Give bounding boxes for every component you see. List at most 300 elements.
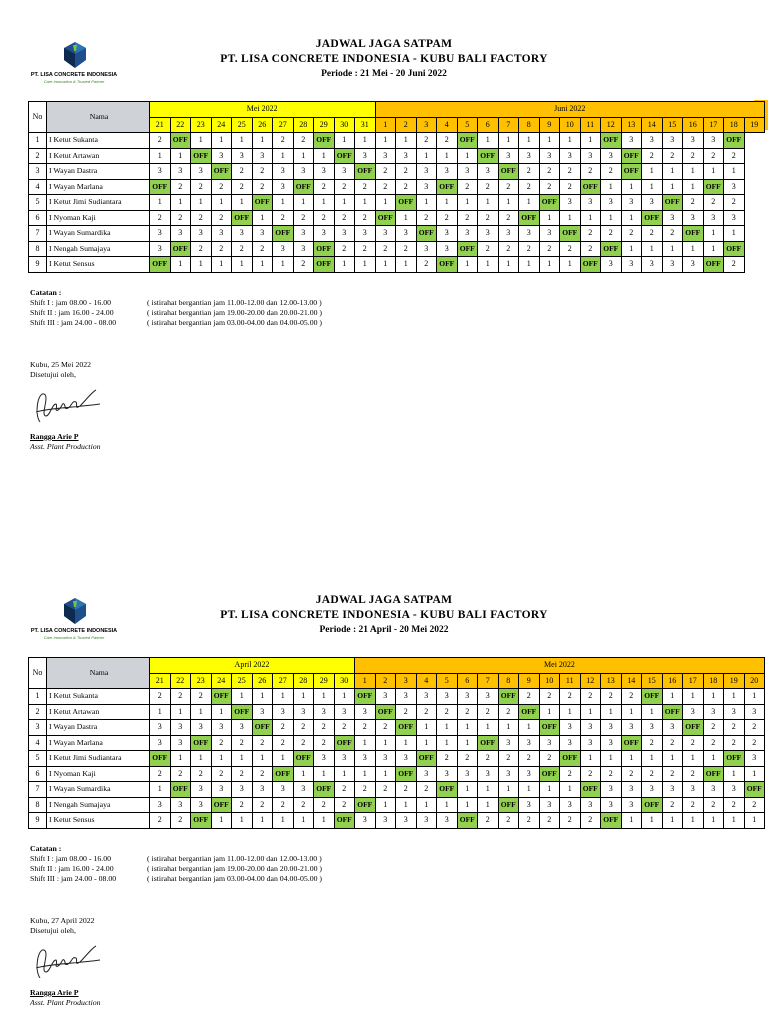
guard-name: I Ketut Sensus <box>47 813 150 829</box>
shift-cell: OFF <box>334 813 355 829</box>
shift-cell: 1 <box>232 751 253 767</box>
shift-cell: 1 <box>355 735 376 751</box>
shift-cell: 3 <box>416 689 437 705</box>
shift-cell: 1 <box>334 766 355 782</box>
shift-cell: 2 <box>601 689 622 705</box>
shift-cell: 3 <box>662 257 683 273</box>
shift-cell: 2 <box>293 735 314 751</box>
shift-cell: 3 <box>642 720 663 736</box>
shift-cell: 1 <box>252 210 273 226</box>
shift-cell: 3 <box>170 797 191 813</box>
shift-cell: OFF <box>314 257 335 273</box>
shift-cell: 3 <box>150 720 171 736</box>
shift-cell: 1 <box>211 257 232 273</box>
shift-cell: 1 <box>150 782 171 798</box>
shift-cell: 2 <box>416 257 437 273</box>
shift-cell: 2 <box>252 766 273 782</box>
shift-cell: 3 <box>519 148 540 164</box>
shift-cell: 2 <box>478 751 499 767</box>
approval-block <box>30 360 91 380</box>
guard-name: I Wayan Dastra <box>47 720 150 736</box>
shift-cell: 3 <box>273 164 294 180</box>
shift-cell: 1 <box>457 735 478 751</box>
day-header: 10 <box>560 117 581 133</box>
shift-cell: 1 <box>539 704 560 720</box>
shift-cell: 2 <box>539 164 560 180</box>
shift-cell: 3 <box>191 720 212 736</box>
shift-cell: OFF <box>478 735 499 751</box>
shift-cell: 1 <box>703 813 724 829</box>
shift-cell: 1 <box>539 133 560 149</box>
shift-cell: 3 <box>519 766 540 782</box>
day-header: 17 <box>703 117 724 133</box>
shift-cell: 1 <box>191 704 212 720</box>
shift-cell: 1 <box>170 195 191 211</box>
day-header: 31 <box>355 117 376 133</box>
shift-cell: OFF <box>355 164 376 180</box>
shift-cell: 3 <box>211 782 232 798</box>
shift-cell: OFF <box>539 195 560 211</box>
shift-cell: 2 <box>252 735 273 751</box>
shift-cell: 1 <box>744 689 765 705</box>
logo-tagline: Care Innovation & Trusted Partner <box>43 635 105 640</box>
period: Periode : 21 April - 20 Mei 2022 <box>319 625 449 635</box>
shift-cell: 3 <box>437 226 458 242</box>
shift-cell: OFF <box>170 241 191 257</box>
day-header: 21 <box>150 117 171 133</box>
shift-cell: 2 <box>519 751 540 767</box>
shift-cell: OFF <box>457 813 478 829</box>
day-header: 8 <box>519 117 540 133</box>
shift-cell: OFF <box>273 766 294 782</box>
shift-cell: 1 <box>724 689 745 705</box>
shift-cell: OFF <box>724 241 745 257</box>
shift-cell: 3 <box>334 704 355 720</box>
table-row <box>29 164 765 180</box>
day-header: 7 <box>478 673 499 689</box>
guard-name: I Ketut Sukanta <box>47 689 150 705</box>
shift-cell: 3 <box>621 257 642 273</box>
shift-cell: 3 <box>560 720 581 736</box>
shift-cell: 1 <box>580 133 601 149</box>
shift-cell: 3 <box>375 813 396 829</box>
day-header: 11 <box>580 117 601 133</box>
shift-cell: 2 <box>437 751 458 767</box>
row-number: 3 <box>29 164 47 180</box>
shift-cell: 1 <box>437 797 458 813</box>
shift-cell: 1 <box>232 813 253 829</box>
shift-cell: 1 <box>375 133 396 149</box>
day-header: 23 <box>191 117 212 133</box>
shift-cell: 1 <box>703 689 724 705</box>
day-header: 26 <box>252 117 273 133</box>
shift-cell: OFF <box>334 148 355 164</box>
shift-cell: 1 <box>437 735 458 751</box>
shift-cell: 1 <box>150 195 171 211</box>
shift-cell: 2 <box>273 735 294 751</box>
shift-cell: 2 <box>703 148 724 164</box>
shift-cell: 2 <box>560 179 581 195</box>
day-header: 6 <box>457 673 478 689</box>
shift-cell: 1 <box>396 133 417 149</box>
shift-cell: 3 <box>601 782 622 798</box>
shift-cell: 2 <box>621 689 642 705</box>
shift-cell: 3 <box>580 797 601 813</box>
shift-cell: 1 <box>416 195 437 211</box>
shift-cell: 2 <box>211 766 232 782</box>
shift-cell: 2 <box>498 751 519 767</box>
shift-cell: 3 <box>396 751 417 767</box>
shift-cell: 2 <box>519 179 540 195</box>
day-header: 30 <box>334 117 355 133</box>
shift-cell: 2 <box>334 179 355 195</box>
shift-cell: 1 <box>601 704 622 720</box>
company-name: PT. LISA CONCRETE INDONESIA - KUBU BALI FACTORY <box>220 609 548 621</box>
shift-cell: 1 <box>724 164 745 180</box>
shift-cell: 2 <box>519 689 540 705</box>
shift-cell: 1 <box>478 782 499 798</box>
shift-cell: 3 <box>744 751 765 767</box>
shift-cell: 1 <box>170 257 191 273</box>
day-header: 2 <box>396 117 417 133</box>
shift-cell: 1 <box>683 751 704 767</box>
day-header: 16 <box>662 673 683 689</box>
logo-name: PT. LISA CONCRETE INDONESIA <box>30 72 118 78</box>
shift-cell: 1 <box>457 148 478 164</box>
shift-cell: 2 <box>560 813 581 829</box>
shift-cell: OFF <box>703 257 724 273</box>
shift-cell: 2 <box>396 782 417 798</box>
shift-cell: 3 <box>334 751 355 767</box>
shift-cell: OFF <box>662 704 683 720</box>
shift-cell: 2 <box>355 241 376 257</box>
shift-cell: 2 <box>273 133 294 149</box>
shift-cell: 3 <box>314 704 335 720</box>
shift-cell: 3 <box>580 195 601 211</box>
shift-cell: 2 <box>519 164 540 180</box>
shift-cell: 2 <box>662 148 683 164</box>
day-header: 29 <box>314 117 335 133</box>
day-header: 6 <box>478 117 499 133</box>
shift-cell: 1 <box>478 195 499 211</box>
logo-tagline: Care Innovation & Trusted Partner <box>43 79 105 84</box>
table-row <box>29 195 765 211</box>
shift-cell: 1 <box>703 751 724 767</box>
shift-cell: 1 <box>662 813 683 829</box>
shift-cell: 1 <box>621 704 642 720</box>
shift-cell: 1 <box>252 813 273 829</box>
shift-cell: 3 <box>150 735 171 751</box>
shift-cell: 3 <box>334 164 355 180</box>
shift-cell: 1 <box>621 813 642 829</box>
table-row <box>29 720 765 736</box>
shift-cell: OFF <box>170 133 191 149</box>
row-number: 4 <box>29 735 47 751</box>
company-name: PT. LISA CONCRETE INDONESIA - KUBU BALI FACTORY <box>220 53 548 65</box>
day-header: 1 <box>375 117 396 133</box>
table-row <box>29 689 765 705</box>
shift-cell: OFF <box>642 210 663 226</box>
shift-cell: 3 <box>437 813 458 829</box>
shift-cell: 1 <box>621 751 642 767</box>
shift-cell: 1 <box>375 766 396 782</box>
shift-cell: 2 <box>211 735 232 751</box>
shift-cell: 1 <box>191 195 212 211</box>
shift-cell: 3 <box>191 797 212 813</box>
notes-title: Catatan : <box>30 288 62 297</box>
shift-cell: 3 <box>232 226 253 242</box>
shift-cell: 2 <box>416 782 437 798</box>
shift-cell: 1 <box>519 782 540 798</box>
shift-cell: 3 <box>539 797 560 813</box>
shift-cell: 1 <box>273 257 294 273</box>
day-header: 18 <box>703 673 724 689</box>
shift-cell: 1 <box>580 704 601 720</box>
shift-cell: 1 <box>314 148 335 164</box>
shift-cell: 2 <box>232 241 253 257</box>
day-header: 26 <box>252 673 273 689</box>
day-header: 25 <box>232 117 253 133</box>
shift-cell: 3 <box>457 766 478 782</box>
shift-cell: 2 <box>457 179 478 195</box>
shift-cell: 3 <box>437 766 458 782</box>
guard-name: I Nengah Sumajaya <box>47 797 150 813</box>
shift-cell: 1 <box>498 133 519 149</box>
shift-cell: 3 <box>642 195 663 211</box>
shift-cell: OFF <box>355 689 376 705</box>
shift-cell: 1 <box>519 720 540 736</box>
day-header: 20 <box>744 673 765 689</box>
table-row <box>29 704 765 720</box>
shift-cell: 2 <box>191 241 212 257</box>
shift-cell: 3 <box>252 148 273 164</box>
shift-cell: 3 <box>416 164 437 180</box>
shift-cell: 3 <box>375 226 396 242</box>
shift-cell: 1 <box>724 813 745 829</box>
shift-cell: 1 <box>293 689 314 705</box>
shift-cell: OFF <box>437 257 458 273</box>
shift-cell: 1 <box>252 133 273 149</box>
shift-cell: 3 <box>724 704 745 720</box>
day-header: 24 <box>211 117 232 133</box>
shift-cell: 3 <box>519 797 540 813</box>
shift-cell: 2 <box>580 164 601 180</box>
shift-cell: 1 <box>211 813 232 829</box>
shift-cell: 1 <box>334 689 355 705</box>
shift-cell: 1 <box>355 257 376 273</box>
shift-cell: 2 <box>519 241 540 257</box>
row-number: 4 <box>29 179 47 195</box>
shift-cell: 3 <box>375 148 396 164</box>
shift-cell: 3 <box>724 210 745 226</box>
row-number: 7 <box>29 226 47 242</box>
table-row <box>29 226 765 242</box>
shift-cell: 2 <box>724 720 745 736</box>
shift-cell: 2 <box>375 179 396 195</box>
shift-cell: 2 <box>457 751 478 767</box>
shift-cell: 2 <box>191 766 212 782</box>
month-header-1: Mei 2022 <box>150 102 376 118</box>
shift-cell: OFF <box>191 148 212 164</box>
day-header: 27 <box>273 673 294 689</box>
day-header: 5 <box>437 673 458 689</box>
shift-cell: 2 <box>724 735 745 751</box>
shift-cell: 1 <box>355 195 376 211</box>
shift-cell: 1 <box>314 689 335 705</box>
shift-cell: OFF <box>396 195 417 211</box>
shift-cell: 1 <box>334 195 355 211</box>
shift-cell: 3 <box>314 751 335 767</box>
signer <box>30 988 101 1008</box>
row-number: 8 <box>29 241 47 257</box>
shift-cell: 1 <box>662 179 683 195</box>
shift-cell: 2 <box>232 766 253 782</box>
shift-cell: 1 <box>191 133 212 149</box>
shift-cell: 3 <box>170 226 191 242</box>
signature-image <box>30 386 102 428</box>
shift-cell: 1 <box>437 720 458 736</box>
shift-cell: OFF <box>744 782 765 798</box>
shift-cell: 2 <box>498 241 519 257</box>
shift-cell: 2 <box>437 133 458 149</box>
shift-cell: 3 <box>560 735 581 751</box>
shift-note: Shift III : jam 24.00 - 08.00 ( istirahat bergantian jam 03.00-04.00 dan 04.00-05.00 ) <box>30 318 323 327</box>
shift-cell: 3 <box>355 751 376 767</box>
shift-cell: 2 <box>293 133 314 149</box>
shift-cell: 2 <box>560 689 581 705</box>
signer-title: Asst. Plant Production <box>30 442 101 451</box>
shift-cell: 3 <box>601 257 622 273</box>
shift-cell: OFF <box>232 210 253 226</box>
shift-cell: 3 <box>601 735 622 751</box>
shift-cell: 1 <box>642 751 663 767</box>
period: Periode : 21 Mei - 20 Juni 2022 <box>321 69 447 79</box>
month-header-2: Mei 2022 <box>355 658 765 674</box>
shift-cell: 2 <box>621 766 642 782</box>
shift-cell: 1 <box>642 704 663 720</box>
shift-cell: 3 <box>642 782 663 798</box>
shift-cell: OFF <box>191 735 212 751</box>
shift-cell: 2 <box>416 704 437 720</box>
shift-cell: 3 <box>498 766 519 782</box>
shift-cell: 2 <box>293 210 314 226</box>
shift-cell: OFF <box>601 813 622 829</box>
shift-cell: 1 <box>314 813 335 829</box>
shift-cell: OFF <box>232 704 253 720</box>
shift-cell: 3 <box>293 226 314 242</box>
day-header: 27 <box>273 117 294 133</box>
shift-cell: 1 <box>252 689 273 705</box>
shift-cell: OFF <box>437 782 458 798</box>
shift-cell: 1 <box>232 257 253 273</box>
day-header: 21 <box>150 673 171 689</box>
shift-cell: 3 <box>703 704 724 720</box>
shift-cell: 2 <box>478 813 499 829</box>
shift-cell: 3 <box>683 257 704 273</box>
shift-cell: 3 <box>293 704 314 720</box>
shift-cell: 2 <box>375 782 396 798</box>
shift-cell: 2 <box>252 179 273 195</box>
shift-cell: 1 <box>539 257 560 273</box>
shift-cell: 2 <box>314 797 335 813</box>
shift-cell: 1 <box>334 133 355 149</box>
schedule-april-may <box>0 594 768 1014</box>
row-number: 3 <box>29 720 47 736</box>
shift-cell: 3 <box>724 782 745 798</box>
table-row <box>29 735 765 751</box>
shift-cell: 3 <box>314 226 335 242</box>
shift-cell: 1 <box>539 782 560 798</box>
signer-name: Rangga Arie P <box>30 432 79 441</box>
shift-cell: 3 <box>293 164 314 180</box>
shift-cell: 3 <box>211 148 232 164</box>
shift-cell: 1 <box>211 751 232 767</box>
shift-cell: 3 <box>683 782 704 798</box>
signer-title: Asst. Plant Production <box>30 998 101 1007</box>
shift-cell: OFF <box>416 226 437 242</box>
notes <box>30 844 323 884</box>
shift-cell: 1 <box>703 241 724 257</box>
shift-cell: 2 <box>355 179 376 195</box>
day-header: 23 <box>191 673 212 689</box>
shift-cell: 2 <box>150 210 171 226</box>
row-number: 1 <box>29 689 47 705</box>
shift-cell: OFF <box>703 179 724 195</box>
shift-cell: 2 <box>334 210 355 226</box>
shift-cell: 1 <box>273 751 294 767</box>
shift-cell: 3 <box>150 226 171 242</box>
shift-cell: OFF <box>560 226 581 242</box>
day-header: 24 <box>211 673 232 689</box>
shift-cell: 2 <box>724 195 745 211</box>
month-header-1: April 2022 <box>150 658 355 674</box>
shift-cell: 1 <box>601 179 622 195</box>
shift-cell: 1 <box>642 164 663 180</box>
shift-cell: 1 <box>437 148 458 164</box>
shift-cell: 2 <box>170 689 191 705</box>
shift-cell: 3 <box>416 179 437 195</box>
table-row <box>29 179 765 195</box>
guard-name: I Wayan Marlana <box>47 179 150 195</box>
shift-cell: 3 <box>478 689 499 705</box>
shift-cell: 2 <box>334 720 355 736</box>
shift-cell: OFF <box>621 735 642 751</box>
shift-cell: 2 <box>232 735 253 751</box>
shift-cell: 1 <box>560 133 581 149</box>
day-header: 9 <box>539 117 560 133</box>
shift-cell: 3 <box>170 720 191 736</box>
shift-cell: OFF <box>191 813 212 829</box>
shift-cell: 3 <box>498 735 519 751</box>
shift-cell: OFF <box>375 210 396 226</box>
guard-name: I Ketut Sukanta <box>47 133 150 149</box>
shift-cell: OFF <box>519 704 540 720</box>
shift-cell: 3 <box>355 813 376 829</box>
shift-cell: 3 <box>252 226 273 242</box>
row-number: 2 <box>29 148 47 164</box>
shift-cell: 2 <box>437 210 458 226</box>
day-header: 13 <box>601 673 622 689</box>
shift-cell: 3 <box>191 164 212 180</box>
shift-cell: 3 <box>683 133 704 149</box>
shift-cell: 2 <box>232 179 253 195</box>
shift-cell: 3 <box>252 782 273 798</box>
shift-cell: 1 <box>232 689 253 705</box>
day-header: 3 <box>396 673 417 689</box>
shift-cell: 2 <box>211 241 232 257</box>
shift-cell: 2 <box>744 720 765 736</box>
shift-cell: 2 <box>191 689 212 705</box>
